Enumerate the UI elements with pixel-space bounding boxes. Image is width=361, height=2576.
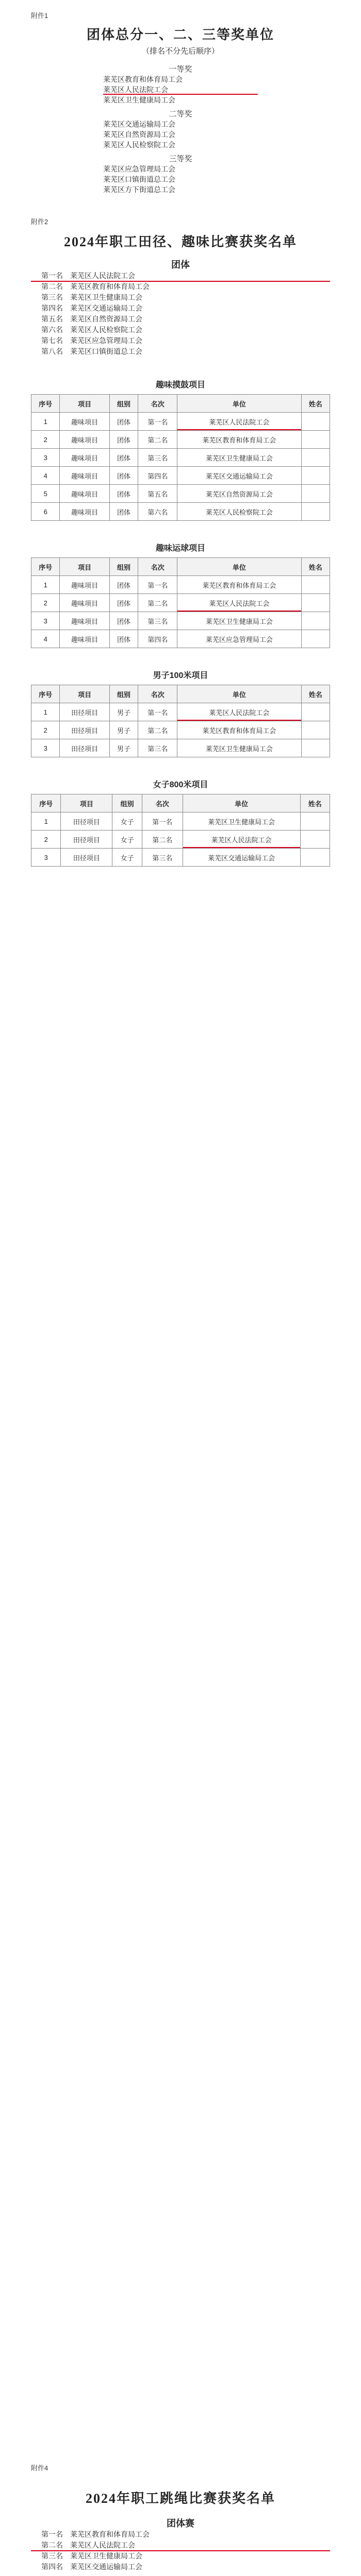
table-cell: 团体 [109, 594, 138, 612]
table-cell: 莱芜区交通运输局工会 [177, 467, 301, 485]
table-cell: 趣味项目 [60, 576, 110, 594]
table-row [31, 612, 330, 630]
attachment-label: 附件1 [31, 12, 48, 20]
table-cell: 团体 [109, 630, 138, 648]
table-cell: 女子 [112, 812, 142, 831]
results-table [31, 794, 330, 867]
table-cell: 2 [31, 431, 60, 449]
table-cell: 3 [31, 739, 60, 757]
table-cell: 1 [31, 703, 60, 721]
column-header: 姓名 [301, 558, 330, 576]
group-line: 第五名 莱芜区自然资源局工会 [41, 316, 142, 324]
column-header: 序号 [31, 794, 61, 812]
table-cell: 趣味项目 [60, 467, 110, 485]
table-cell: 田径项目 [61, 831, 112, 849]
table-row [31, 594, 330, 612]
table-cell [301, 630, 330, 648]
table-cell: 莱芜区交通运输局工会 [183, 849, 300, 867]
table-cell: 4 [31, 630, 60, 648]
table-cell [301, 449, 330, 467]
table-cell: 第五名 [138, 485, 177, 503]
table-cell [301, 594, 330, 612]
table-cell: 第二名 [138, 431, 177, 449]
document-title: 团体总分一、二、三等奖单位 [86, 27, 274, 42]
table-cell: 第三名 [142, 849, 183, 867]
table-cell [301, 576, 330, 594]
table-cell: 田径项目 [60, 739, 110, 757]
table-cell: 趣味项目 [60, 612, 110, 630]
table-cell: 莱芜区教育和体育局工会 [177, 721, 301, 739]
event-heading: 女子800米项目 [153, 781, 208, 789]
column-header: 单位 [177, 685, 301, 703]
table-cell [301, 703, 330, 721]
table-cell: 3 [31, 849, 61, 867]
group-line: 第二名 莱芜区教育和体育局工会 [41, 283, 150, 291]
table-cell: 团体 [109, 467, 138, 485]
column-header: 名次 [138, 395, 177, 413]
table-cell: 田径项目 [60, 703, 110, 721]
group-line: 第七名 莱芜区应急管理局工会 [41, 337, 142, 345]
table-cell: 莱芜区人民法院工会 [177, 413, 301, 431]
column-header: 项目 [60, 685, 110, 703]
column-header: 项目 [61, 794, 112, 812]
column-header: 名次 [138, 558, 177, 576]
group-line: 第一名 莱芜区人民法院工会 [31, 271, 330, 282]
event-heading: 趣味运球项目 [155, 544, 205, 553]
table-row [31, 576, 330, 594]
table-cell: 1 [31, 413, 60, 431]
table-row [31, 721, 330, 739]
table-cell [301, 721, 330, 739]
table-cell: 第三名 [138, 739, 177, 757]
table-cell: 莱芜区自然资源局工会 [177, 485, 301, 503]
event-heading: 男子100米项目 [153, 671, 208, 680]
table-cell: 第四名 [138, 467, 177, 485]
rank-heading: 三等奖 [169, 155, 192, 163]
table-cell: 男子 [109, 739, 138, 757]
award-line: 莱芜区交通运输局工会 [103, 121, 175, 129]
table-row [31, 630, 330, 648]
column-header: 姓名 [301, 685, 330, 703]
table-cell: 第二名 [138, 721, 177, 739]
table-cell: 第二名 [142, 831, 183, 849]
rank-heading: 二等奖 [169, 110, 192, 118]
table-cell: 1 [31, 812, 61, 831]
table-cell: 莱芜区人民检察院工会 [177, 503, 301, 521]
group-heading: 团体赛 [167, 2518, 194, 2529]
table-cell: 3 [31, 449, 60, 467]
table-cell: 莱芜区卫生健康局工会 [177, 449, 301, 467]
award-line: 莱芜区自然资源局工会 [103, 131, 175, 139]
table-cell: 2 [31, 594, 60, 612]
table-cell: 田径项目 [61, 812, 112, 831]
table-cell [300, 831, 330, 849]
table-header-row [31, 794, 330, 812]
award-line: 莱芜区教育和体育局工会 [103, 76, 183, 84]
table-cell: 6 [31, 503, 60, 521]
column-header: 姓名 [300, 794, 330, 812]
table-cell [301, 612, 330, 630]
attachment-1 [31, 10, 330, 195]
table-row [31, 703, 330, 721]
table-cell: 田径项目 [61, 849, 112, 867]
table-cell: 男子 [109, 721, 138, 739]
award-line: 莱芜区方下街道总工会 [103, 187, 175, 194]
column-header: 单位 [177, 558, 301, 576]
column-header: 组别 [112, 794, 142, 812]
table-header-row [31, 558, 330, 576]
group-line: 第二名 莱芜区人民法院工会 [31, 2540, 330, 2551]
table-cell: 莱芜区人民法院工会 [177, 594, 301, 612]
column-header: 单位 [177, 395, 301, 413]
table-cell: 团体 [109, 503, 138, 521]
table-cell: 2 [31, 831, 61, 849]
table-cell: 女子 [112, 849, 142, 867]
table-cell: 田径项目 [60, 721, 110, 739]
table-cell [301, 485, 330, 503]
table-cell: 5 [31, 485, 60, 503]
group-heading: 团体 [171, 260, 190, 270]
attachment-2 [31, 216, 330, 867]
document-title: 2024年职工田径、趣味比赛获奖名单 [63, 234, 297, 249]
column-header: 组别 [109, 395, 138, 413]
table-cell: 莱芜区人民法院工会 [177, 703, 301, 721]
results-table [31, 685, 330, 757]
table-cell: 莱芜区卫生健康局工会 [177, 739, 301, 757]
column-header: 序号 [31, 395, 60, 413]
subtitle: （排名不分先后顺序） [141, 47, 219, 56]
table-cell: 1 [31, 576, 60, 594]
column-header: 名次 [138, 685, 177, 703]
table-header-row [31, 685, 330, 703]
table-row [31, 467, 330, 485]
group-line: 第八名 莱芜区口镇街道总工会 [41, 348, 142, 356]
table-cell [300, 812, 330, 831]
table-row [31, 449, 330, 467]
table-cell: 莱芜区卫生健康局工会 [183, 812, 300, 831]
table-cell: 趣味项目 [60, 431, 110, 449]
table-row [31, 849, 330, 867]
table-cell: 第三名 [138, 612, 177, 630]
column-header: 项目 [60, 558, 110, 576]
column-header: 名次 [142, 794, 183, 812]
event-tables [31, 378, 330, 867]
table-row [31, 831, 330, 849]
event-heading: 趣味摸鼓项目 [155, 381, 205, 389]
table-cell [301, 413, 330, 431]
table-cell: 团体 [109, 413, 138, 431]
award-line: 莱芜区人民检察院工会 [103, 142, 175, 149]
table-row [31, 739, 330, 757]
table-cell: 团体 [109, 485, 138, 503]
table-cell: 团体 [109, 431, 138, 449]
column-header: 序号 [31, 558, 60, 576]
column-header: 序号 [31, 685, 60, 703]
table-row [31, 485, 330, 503]
table-cell: 2 [31, 721, 60, 739]
table-cell: 第三名 [138, 449, 177, 467]
attachment-label: 附件4 [31, 2464, 48, 2472]
table-cell: 第四名 [138, 630, 177, 648]
award-line: 莱芜区人民法院工会 [103, 84, 258, 95]
table-header-row [31, 395, 330, 413]
column-header: 组别 [109, 558, 138, 576]
table-cell: 男子 [109, 703, 138, 721]
table-cell: 第六名 [138, 503, 177, 521]
table-row [31, 431, 330, 449]
table-cell: 莱芜区卫生健康局工会 [177, 612, 301, 630]
group-line: 第三名 莱芜区卫生健康局工会 [41, 2553, 142, 2561]
table-cell [301, 503, 330, 521]
table-cell [301, 467, 330, 485]
table-cell: 团体 [109, 576, 138, 594]
table-cell: 3 [31, 612, 60, 630]
table-cell: 第一名 [142, 812, 183, 831]
table-cell: 趣味项目 [60, 503, 110, 521]
table-cell [301, 739, 330, 757]
table-cell: 第二名 [138, 594, 177, 612]
attachment-label: 附件2 [31, 218, 48, 226]
group-line: 第四名 莱芜区交通运输局工会 [41, 305, 142, 313]
attachment-4 [31, 2463, 330, 2573]
table-cell: 趣味项目 [60, 449, 110, 467]
award-line: 莱芜区口镇街道总工会 [103, 176, 175, 184]
table-row [31, 503, 330, 521]
table-cell [300, 849, 330, 867]
table-cell [301, 431, 330, 449]
column-header: 单位 [183, 794, 300, 812]
award-line: 莱芜区应急管理局工会 [103, 166, 175, 174]
table-cell: 莱芜区教育和体育局工会 [177, 576, 301, 594]
column-header: 姓名 [301, 395, 330, 413]
column-header: 组别 [109, 685, 138, 703]
group-line: 第一名 莱芜区教育和体育局工会 [41, 2531, 150, 2539]
document-title: 2024年职工跳绳比赛获奖名单 [85, 2491, 275, 2506]
table-cell: 莱芜区教育和体育局工会 [177, 431, 301, 449]
table-row [31, 812, 330, 831]
table-row [31, 413, 330, 431]
results-table [31, 394, 330, 521]
table-cell: 团体 [109, 612, 138, 630]
table-cell: 莱芜区人民法院工会 [183, 831, 300, 849]
table-cell: 趣味项目 [60, 594, 110, 612]
group-line: 第六名 莱芜区人民检察院工会 [41, 327, 142, 334]
table-cell: 第一名 [138, 576, 177, 594]
table-cell: 第一名 [138, 703, 177, 721]
results-table [31, 557, 330, 648]
group-line: 第四名 莱芜区交通运输局工会 [41, 2564, 142, 2571]
rank-heading: 一等奖 [169, 65, 192, 74]
table-cell: 团体 [109, 449, 138, 467]
table-cell: 趣味项目 [60, 485, 110, 503]
table-cell: 4 [31, 467, 60, 485]
table-cell: 第一名 [138, 413, 177, 431]
table-cell: 趣味项目 [60, 630, 110, 648]
award-line: 莱芜区卫生健康局工会 [103, 97, 175, 105]
table-cell: 莱芜区应急管理局工会 [177, 630, 301, 648]
table-cell: 趣味项目 [60, 413, 110, 431]
table-cell: 女子 [112, 831, 142, 849]
column-header: 项目 [60, 395, 110, 413]
group-line: 第三名 莱芜区卫生健康局工会 [41, 294, 142, 302]
